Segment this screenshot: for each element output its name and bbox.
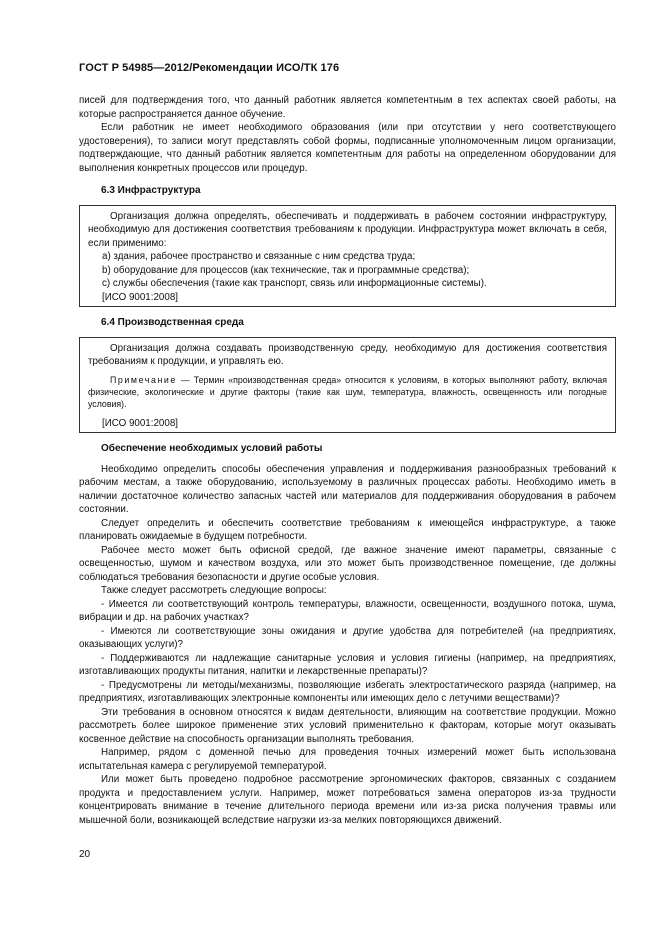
paragraph: Например, рядом с доменной печью для проведения точных измерений может быть использована испытательная камера с регулируемой температурой.	[79, 747, 616, 772]
reference: [ИСО 9001:2008]	[102, 417, 178, 429]
question-item: - Имеется ли соответствующий контроль температуры, влажности, освещенности, воздушного потока, шума, вибрации и др. на рабочих участках?	[79, 598, 616, 623]
box-paragraph: Организация должна создавать производственную среду, необходимую для достижения соответствия требованиям к продукции, и управлять ею.	[88, 342, 607, 367]
quote-box-iso-6-3	[79, 205, 616, 308]
question-item: - Имеются ли соответствующие зоны ожидания и другие удобства для потребителей (на предприятиях, оказывающих услуги)?	[79, 625, 616, 650]
section-heading-6-3: 6.3 Инфраструктура	[101, 185, 201, 196]
paragraph: Если работник не имеет необходимого образования (или при отсутствии у него соответствующего удостоверения), то записи могут представлять собой формы, подписанные уполномоченным лицом организации, подтверждающие, что данный работник является компетентным для работы на определенном оборудовании для выполнения конкретных процессов или процедур.	[79, 122, 616, 174]
list-item: а) здания, рабочее пространство и связанные с ним средства труда;	[102, 251, 416, 262]
subsection-heading: Обеспечение необходимых условий работы	[101, 443, 323, 454]
paragraph: Следует определить и обеспечить соответствие требованиям к имеющейся инфраструктуре, а также планировать ожидаемые в будущем потребности.	[79, 517, 616, 542]
quote-box-iso-6-4	[79, 337, 616, 434]
list-item: с) службы обеспечения (такие как транспорт, связь или информационные системы).	[102, 278, 487, 289]
reference: [ИСО 9001:2008]	[102, 291, 178, 303]
question-item: - Поддерживаются ли надлежащие санитарные условия и условия гигиены (например, на предприятиях, изготавливающих продукты питания, напитки и лекарственные препараты)?	[79, 652, 616, 677]
paragraph: писей для подтверждения того, что данный работник является компетентным в тех аспектах своей работы, на которые распространяется данное обучение.	[79, 95, 616, 120]
paragraph: Или может быть проведено подробное рассмотрение эргономических факторов, связанных с созданием продукта и предоставлением услуги. Например, может потребоваться замена операторов из-за трудности концентрировать внимание в течение длительного периода времени или из-за риска получения травмы или мышечной боли, возникающей вследствие нагрузки из-за мелких повторяющихся движений.	[79, 774, 616, 826]
page-header: ГОСТ Р 54985—2012/Рекомендации ИСО/ТК 176	[79, 62, 340, 74]
note-text: — Термин «производственная среда» относится к условиям, в которых выполняют работу, включая физические, экологические и другие факторы (такие как шум, температура, влажность, освещенность или погодные условия).	[88, 374, 607, 409]
paragraph: Рабочее место может быть офисной средой, где важное значение имеют параметры, связанные с освещенностью, шумом и качеством воздуха, или это может быть производственное помещение, где должны соблюдаться требования безопасности и другие особые условия.	[79, 544, 616, 583]
box-paragraph: Организация должна определять, обеспечивать и поддерживать в рабочем состоянии инфраструктуру, необходимую для достижения соответствия требованиям к продукции. Инфраструктура может включать в себя, если применимо:	[88, 210, 607, 249]
list-item: b) оборудование для процессов (как технические, так и программные средства);	[102, 264, 470, 276]
section-heading-6-4: 6.4 Производственная среда	[101, 317, 244, 328]
question-item: - Предусмотрены ли методы/механизмы, позволяющие избегать электростатического разряда (например, на предприятиях, изготавливающих электронные компоненты или имеющих дело с летучими веществами)?	[79, 679, 616, 704]
note-label: Примечание	[110, 374, 177, 385]
page-content	[79, 94, 616, 827]
paragraph: Необходимо определить способы обеспечения управления и поддерживания разнообразных требований к рабочим местам, а также оборудованию, используемому в различных процессах работы. Необходимо иметь в наличии достаточное количество запасных частей или материалов для поддерживания оборудования в рабочем состоянии.	[79, 463, 616, 515]
note	[88, 374, 607, 410]
paragraph: Эти требования в основном относятся к видам деятельности, влияющим на соответствие продукции. Можно рассмотреть более широкое применение этих условий применительно к факторам, которые могут оказывать косвенное действие на способность организации выполнять требования.	[79, 706, 616, 745]
page-number: 20	[79, 849, 91, 860]
paragraph: Также следует рассмотреть следующие вопросы:	[101, 585, 327, 596]
